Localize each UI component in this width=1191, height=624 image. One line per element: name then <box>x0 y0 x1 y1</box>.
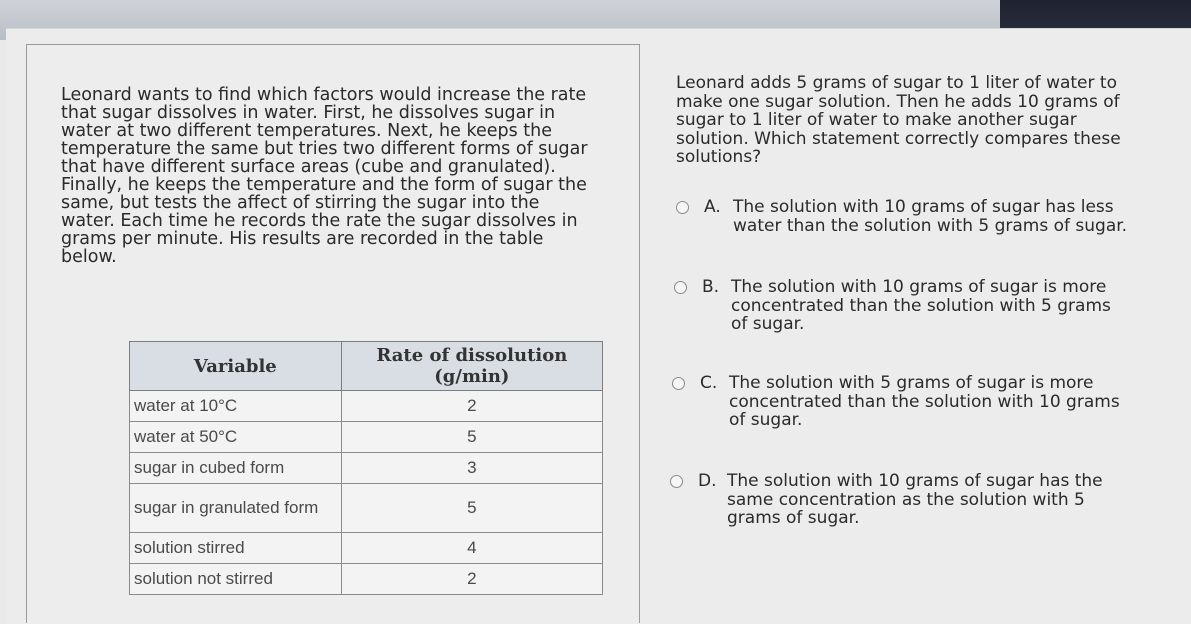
passage-text: Leonard wants to find which factors would increase the rate that sugar dissolves in water. First, he dissolves sugar in water at two different temperatures. Next, he keeps the temperature the same but tries two different forms of sugar that have different surface areas (cube and granulated). Finally, he keeps the temperature and the form of sugar the same, but tests the affect of stirring the sugar into the water. Each time he records the rate the sugar dissolves in grams per minute. His results are recorded in the table below. <box>61 85 588 267</box>
table-row <box>130 422 603 453</box>
choice-text: The solution with 10 grams of sugar is more concentrated than the solution with 5 grams of sugar. <box>731 277 1111 334</box>
table-row <box>130 564 603 595</box>
choice-text: The solution with 5 grams of sugar is more concentrated than the solution with 10 grams of sugar. <box>729 373 1120 430</box>
choice-letter: A. <box>704 197 721 217</box>
cell-rate: 2 <box>341 391 602 422</box>
choice-letter: C. <box>700 373 718 393</box>
choice-text: The solution with 10 grams of sugar has the same concentration as the solution with 5 grams of sugar. <box>727 471 1103 528</box>
cell-rate: 2 <box>341 564 602 595</box>
table-row <box>130 391 603 422</box>
cell-variable: sugar in granulated form <box>130 484 342 533</box>
column-header-variable: Variable <box>130 342 342 391</box>
choice-letter: B. <box>702 277 720 297</box>
cell-rate: 5 <box>341 484 602 533</box>
cell-rate: 4 <box>341 533 602 564</box>
cell-variable: water at 50°C <box>130 422 342 453</box>
radio-button[interactable] <box>674 281 687 294</box>
table-header-row <box>130 342 603 391</box>
question-text: Leonard adds 5 grams of sugar to 1 liter of water to make one sugar solution. Then he adds 10 grams of sugar to 1 liter of water to make another sugar solution. Which statement correctly compares these solutions? <box>676 73 1121 167</box>
choice-letter: D. <box>698 471 717 491</box>
cell-variable: solution stirred <box>130 533 342 564</box>
table-row <box>130 453 603 484</box>
passage-panel <box>26 44 640 623</box>
radio-button[interactable] <box>670 475 683 488</box>
cell-rate: 5 <box>341 422 602 453</box>
column-header-rate: Rate of dissolution (g/min) <box>341 342 602 391</box>
choice-text: The solution with 10 grams of sugar has less water than the solution with 5 grams of sugar. <box>733 197 1128 236</box>
table-row <box>130 533 603 564</box>
results-table <box>129 341 603 595</box>
radio-button[interactable] <box>672 377 685 390</box>
cell-variable: sugar in cubed form <box>130 453 342 484</box>
cell-rate: 3 <box>341 453 602 484</box>
cell-variable: water at 10°C <box>130 391 342 422</box>
table-row <box>130 484 603 533</box>
cell-variable: solution not stirred <box>130 564 342 595</box>
radio-button[interactable] <box>676 201 689 214</box>
